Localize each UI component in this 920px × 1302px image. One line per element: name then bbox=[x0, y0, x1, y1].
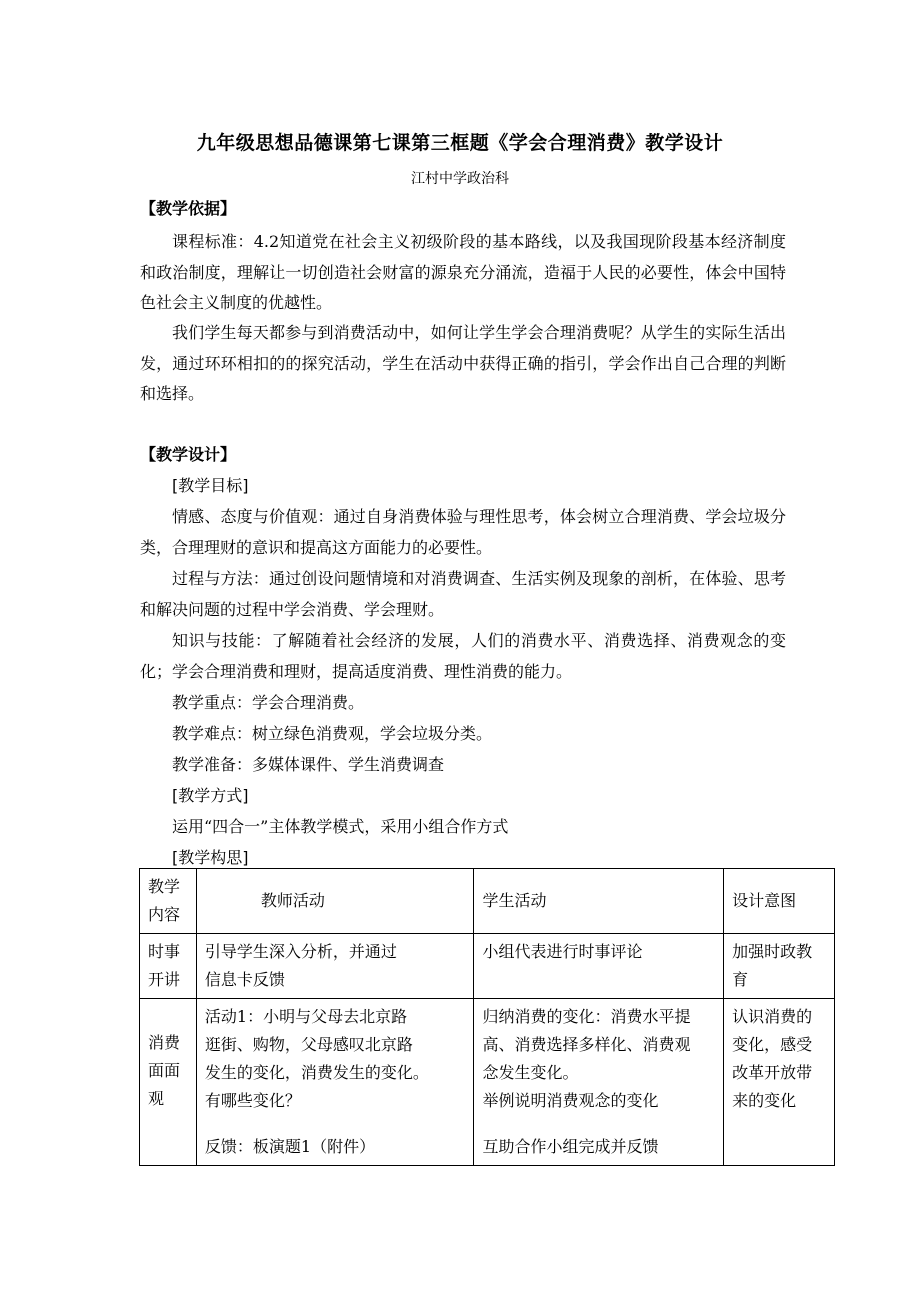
subheading-goals: [教学目标] bbox=[172, 476, 249, 495]
lesson-plan-table bbox=[139, 868, 835, 1166]
row2-intent bbox=[724, 999, 835, 1166]
row1-content-line2: 开讲 bbox=[148, 970, 181, 989]
row2-content-line3: 观 bbox=[148, 1089, 165, 1108]
basis-paragraph-1: 课程标准：4.2知道党在社会主义初级阶段的基本路线，以及我国现阶段基本经济制度和政治制度，理解让一切创造社会财富的源泉充分涌流，造福于人民的必要性，体会中国特色社会主义制度的优越性。 bbox=[140, 232, 786, 312]
row2-student-line2: 高、消费选择多样化、消费观 bbox=[482, 1035, 691, 1054]
section-heading-design: 【教学设计】 bbox=[140, 445, 237, 464]
row2-teacher-line5: 反馈：板演题1（附件） bbox=[204, 1137, 376, 1156]
row2-student-line5: 互助合作小组完成并反馈 bbox=[482, 1137, 659, 1156]
row2-teacher-line4: 有哪些变化？ bbox=[204, 1091, 301, 1110]
document-subtitle: 江村中学政治科 bbox=[411, 171, 509, 187]
row1-content-line1: 时事 bbox=[148, 942, 181, 961]
table-row bbox=[140, 934, 835, 999]
header-teacher bbox=[196, 869, 474, 934]
row2-content-line1: 消费 bbox=[148, 1033, 181, 1052]
header-student bbox=[474, 869, 724, 934]
row1-teacher-line2: 信息卡反馈 bbox=[204, 970, 285, 989]
header-content-line2: 内容 bbox=[148, 905, 181, 924]
row1-intent-line1: 加强时政教 bbox=[732, 942, 813, 961]
row2-intent-line3: 改革开放带 bbox=[732, 1063, 813, 1082]
row2-student bbox=[474, 999, 724, 1166]
row1-student-line1: 小组代表进行时事评论 bbox=[482, 942, 643, 961]
method-text: 运用“四合一”主体教学模式，采用小组合作方式 bbox=[172, 817, 509, 836]
section-heading-basis: 【教学依据】 bbox=[140, 199, 237, 218]
header-intent-label: 设计意图 bbox=[732, 891, 797, 910]
table-row bbox=[140, 999, 835, 1166]
row2-student-line4: 举例说明消费观念的变化 bbox=[482, 1091, 659, 1110]
row2-teacher-line3: 发生的变化，消费发生的变化。 bbox=[204, 1063, 429, 1082]
row2-teacher-line1: 活动1：小明与父母去北京路 bbox=[204, 1007, 408, 1026]
header-content-line1: 教学 bbox=[148, 877, 181, 896]
header-intent bbox=[724, 869, 835, 934]
row2-student-line1: 归纳消费的变化：消费水平提 bbox=[482, 1007, 691, 1026]
row1-teacher-line1: 引导学生深入分析，并通过 bbox=[204, 942, 397, 961]
row2-content bbox=[140, 999, 197, 1166]
subheading-structure: [教学构思] bbox=[172, 848, 249, 867]
row2-intent-line2: 变化，感受 bbox=[732, 1035, 813, 1054]
header-student-label: 学生活动 bbox=[482, 891, 547, 910]
preparation: 教学准备：多媒体课件、学生消费调查 bbox=[172, 755, 445, 774]
document-title: 九年级思想品德课第七课第三框题《学会合理消费》教学设计 bbox=[196, 132, 724, 154]
goal-emotion: 情感、态度与价值观：通过自身消费体验与理性思考，体会树立合理消费、学会垃圾分类，合理理财的意识和提高这方面能力的必要性。 bbox=[140, 507, 786, 557]
table-header-row bbox=[140, 869, 835, 934]
row2-student-line3: 念发生变化。 bbox=[482, 1063, 579, 1082]
row2-intent-line4: 来的变化 bbox=[732, 1091, 797, 1110]
row2-teacher bbox=[196, 999, 474, 1166]
header-teacher-label: 教师活动 bbox=[260, 891, 325, 910]
row2-content-line2: 面面 bbox=[148, 1061, 181, 1080]
basis-paragraph-2: 我们学生每天都参与到消费活动中，如何让学生学会合理消费呢？从学生的实际生活出发，通过环环相扣的的探究活动，学生在活动中获得正确的指引，学会作出自己合理的判断和选择。 bbox=[140, 323, 786, 403]
row1-intent bbox=[724, 934, 835, 999]
difficult-point: 教学难点：树立绿色消费观，学会垃圾分类。 bbox=[172, 724, 493, 743]
subheading-method: [教学方式] bbox=[172, 786, 249, 805]
header-content bbox=[140, 869, 197, 934]
row1-content bbox=[140, 934, 197, 999]
row2-teacher-line2: 逛街、购物，父母感叹北京路 bbox=[204, 1035, 413, 1054]
goal-process: 过程与方法：通过创设问题情境和对消费调查、生活实例及现象的剖析，在体验、思考和解决问题的过程中学会消费、学会理财。 bbox=[140, 569, 786, 619]
goal-knowledge: 知识与技能：了解随着社会经济的发展，人们的消费水平、消费选择、消费观念的变化；学会合理消费和理财，提高适度消费、理性消费的能力。 bbox=[140, 631, 786, 681]
row1-student bbox=[474, 934, 724, 999]
row1-intent-line2: 育 bbox=[732, 970, 749, 989]
row2-intent-line1: 认识消费的 bbox=[732, 1007, 813, 1026]
key-point: 教学重点：学会合理消费。 bbox=[172, 693, 365, 712]
row1-teacher bbox=[196, 934, 474, 999]
